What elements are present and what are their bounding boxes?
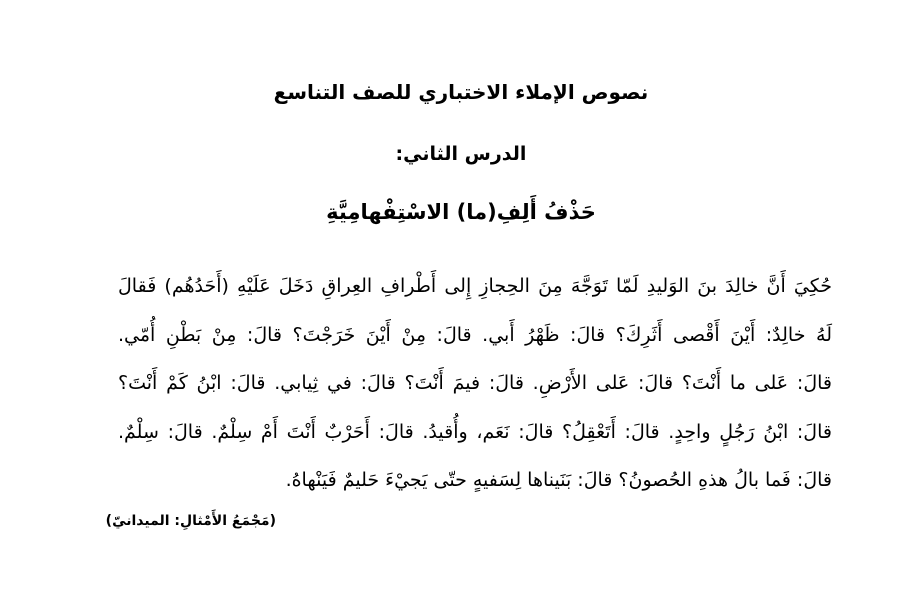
body-line-1: حُكِيَ أَنَّ خالِدَ بنَ الوَليدِ لَمّا تَوَجَّهَ مِنَ الحِجازِ إِلى أَطْرافِ العِراقِ دَخَلَ عَلَيْهِ (أَحَدُهُم) فَقالَ	[118, 275, 832, 297]
source-citation: (مَجْمَعُ الأَمْثالِ: الميدانيّ)	[105, 513, 276, 529]
document-title: نصوص الإملاء الاختباري للصف التناسع	[273, 80, 649, 104]
body-line-4: قالَ: ابْنُ رَجُلٍ واحِدٍ. قالَ: أَتَعْقِلُ؟ قالَ: نَعَم، وأُقيدُ. قالَ: أَحَرْبٌ أَنْتَ أَمْ سِلْمٌ. قالَ: سِلْمٌ.	[118, 420, 832, 443]
body-line-3: قالَ: عَلى ما أَنْتَ؟ قالَ: عَلى الأَرْضِ. قالَ: فيمَ أَنْتَ؟ قالَ: في ثِيابي. قالَ: ابْنُ كَمْ أَنْتَ؟	[118, 372, 832, 394]
body-paragraph	[118, 262, 832, 505]
body-line-2: لَهُ خالِدٌ: أَيْنَ أَقْصى أَثَرِكَ؟ قالَ: ظَهْرُ أَبي. قالَ: مِنْ أَيْنَ خَرَجْتَ؟ قالَ: مِنْ بَطْنِ أُمّي.	[118, 323, 832, 346]
lesson-heading: الدرس الثاني:	[395, 143, 527, 165]
topic-heading: حَذْفُ أَلِفِ(ما) الاسْتِفْهامِيَّةِ	[326, 200, 596, 224]
body-line-5: قالَ: فَما بالُ هذهِ الحُصونُ؟ قالَ: بَنَيناها لِسَفيهٍ حتّى يَجيْءَ حَليمٌ فَيَنْهاهُ.	[285, 469, 832, 491]
